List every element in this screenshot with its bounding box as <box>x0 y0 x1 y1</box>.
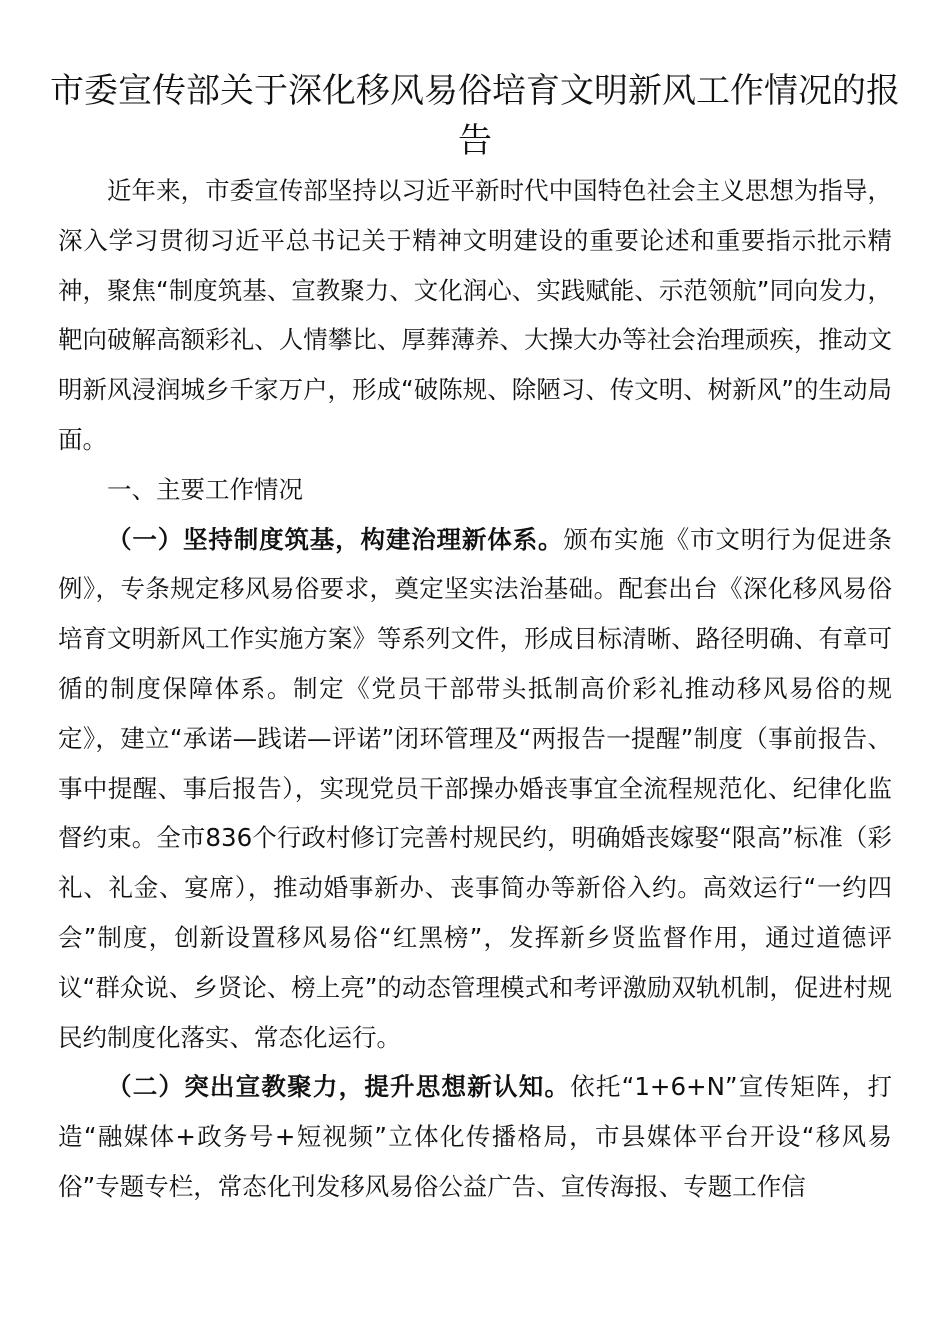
document-title: 市委宣传部关于深化移风易俗培育文明新风工作情况的报告 <box>50 71 900 161</box>
section-heading: 一、主要工作情况 <box>107 474 303 504</box>
item-1-lead: （一）坚持制度筑基，构建治理新体系。 <box>107 524 564 554</box>
document-body <box>58 166 892 1212</box>
item-2-text: 依托“1+6+N”宣传矩阵，打造“融媒体+政务号+短视频”立体化传播格局，市县媒体平台开设“移风易俗”专题专栏，常态化刊发移风易俗公益广告、宣传海报、专题工作信 <box>58 1072 892 1201</box>
item-1-text: 颁布实施《市文明行为促进条例》，专条规定移风易俗要求，奠定坚实法治基础。配套出台《深化移风易俗培育文明新风工作实施方案》等系列文件，形成目标清晰、路径明确、有章可循的制度保障体系。制定《党员干部带头抵制高价彩礼推动移风易俗的规定》，建立“承诺—践诺—评诺”闭环管理及“两报告一提醒”制度（事前报告、事中提醒、事后报告），实现党员干部操办婚丧事宜全流程规范化、纪律化监督约束。全市836个行政村修订完善村规民约，明确婚丧嫁娶“限高”标准（彩礼、礼金、宴席），推动婚事新办、丧事简办等新俗入约。高效运行“一约四会”制度，创新设置移风易俗“红黑榜”，发挥新乡贤监督作用，通过道德评议“群众说、乡贤论、榜上亮”的动态管理模式和考评激励双轨机制，促进村规民约制度化落实、常态化运行。 <box>58 524 893 1052</box>
intro-paragraph: 近年来，市委宣传部坚持以习近平新时代中国特色社会主义思想为指导，深入学习贯彻习近平总书记关于精神文明建设的重要论述和重要指示批示精神，聚焦“制度筑基、宣教聚力、文化润心、实践赋能、示范领航”同向发力，靶向破解高额彩礼、人情攀比、厚葬薄养、大操大办等社会治理顽疾，推动文明新风浸润城乡千家万户，形成“破陈规、除陋习、传文明、树新风”的生动局面。 <box>58 176 892 454</box>
item-2-lead: （二）突出宣教聚力，提升思想新认知。 <box>107 1072 571 1102</box>
paragraph-item-1 <box>58 515 892 1063</box>
paragraph-item-2 <box>58 1062 892 1211</box>
